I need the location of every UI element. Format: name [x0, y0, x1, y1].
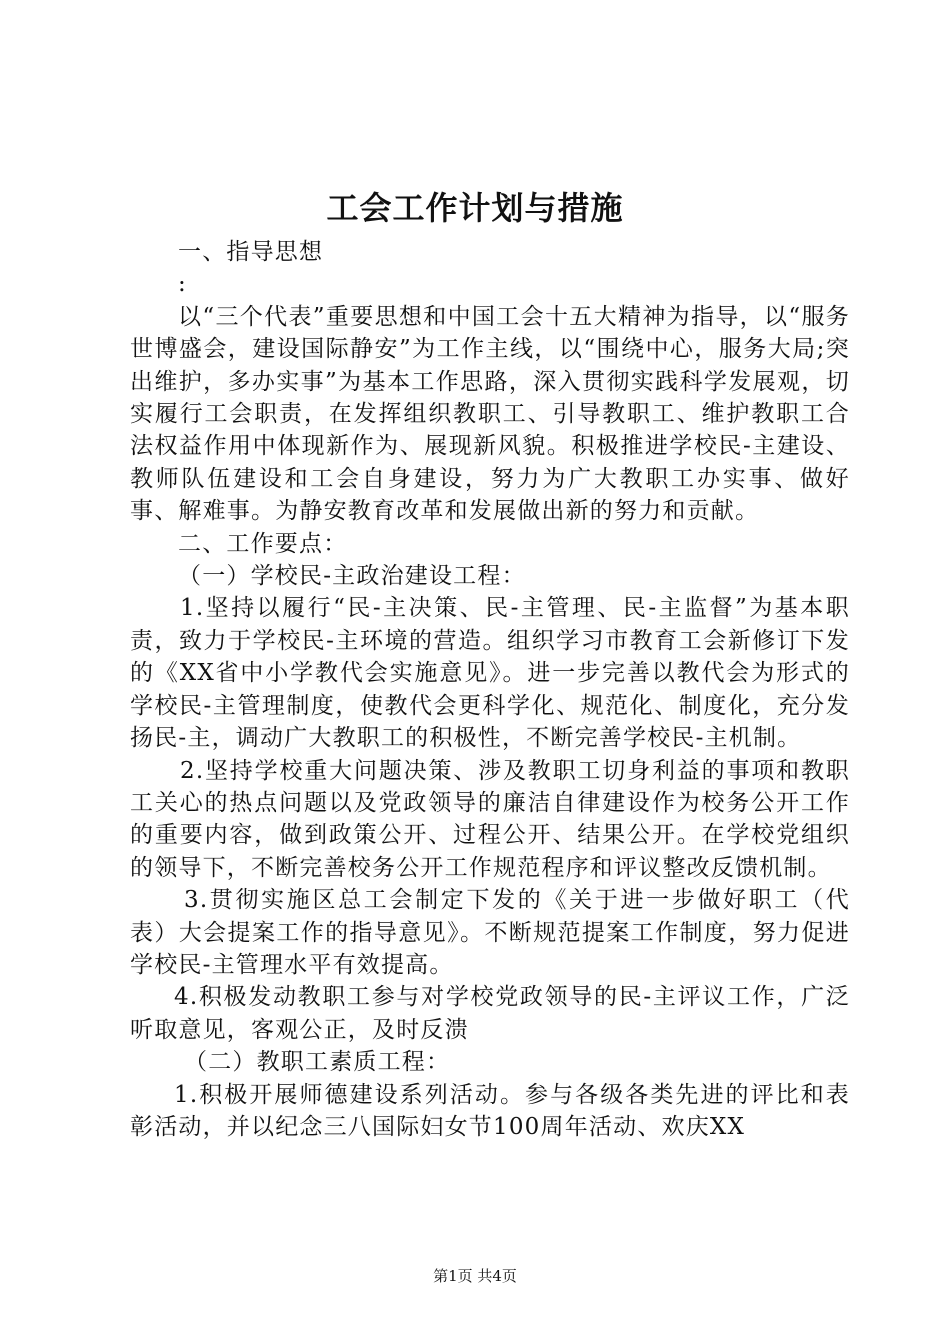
paragraph-guiding-content: 以“三个代表”重要思想和中国工会十五大精神为指导，以“服务世博盛会，建设国际静安”为工作主线，以“围绕中心，服务大局;突出维护，多办实事”为基本工作思路，深入贯彻实践科学发展观，切实履行工会职责，在发挥组织教职工、引导教职工、维护教职工合法权益作用中体现新作为、展现新风貌。积极推进学校民-主建设、教师队伍建设和工会自身建设，努力为广大教职工办实事、做好事、解难事。为静安教育改革和发展做出新的努力和贡献。: [130, 303, 850, 525]
paragraph-item-1: 1.坚持以履行“民-主决策、民-主管理、民-主监督”为基本职责，致力于学校民-主环境的营造。组织学习市教育工会新修订下发的《XX省中小学教代会实施意见》。进一步完善以教代会为形式的学校民-主管理制度，使教代会更科学化、规范化、制度化，充分发扬民-主，调动广大教职工的积极性，不断完善学校民-主机制。: [130, 595, 850, 752]
subsection-heading-quality: （二）教职工素质工程：: [184, 1049, 451, 1076]
paragraph-item-2: 2.坚持学校重大问题决策、涉及教职工切身利益的事项和教职工关心的热点问题以及党政领导的廉洁自律建设作为校务公开工作的重要内容，做到政策公开、过程公开、结果公开。在学校党组织的领导下，不断完善校务公开工作规范程序和评议整改反馈机制。: [130, 757, 850, 881]
section-heading-work-points: 二、工作要点：: [178, 530, 348, 557]
page-number-footer: 第1页 共4页: [433, 1267, 517, 1285]
section-heading-guiding-thought: 一、指导思想: [178, 239, 324, 265]
paragraph-item-4: 4.积极发动教职工参与对学校党政领导的民-主评议工作，广泛听取意见，客观公正，及时反溃: [130, 984, 850, 1043]
document-title: 工会工作计划与措施: [326, 189, 624, 227]
paragraph-quality-item-1: 1.积极开展师德建设系列活动。参与各级各类先进的评比和表彰活动，并以纪念三八国际妇女节100周年活动、欢庆XX: [130, 1081, 850, 1140]
colon-line: :: [178, 271, 187, 298]
paragraph-item-3: 3.贯彻实施区总工会制定下发的《关于进一步做好职工（代表）大会提案工作的指导意见》。不断规范提案工作制度，努力促进学校民-主管理水平有效提高。: [130, 887, 850, 978]
subsection-heading-democracy: （一）学校民-主政治建设工程：: [178, 563, 526, 590]
document-body: [130, 236, 850, 1143]
